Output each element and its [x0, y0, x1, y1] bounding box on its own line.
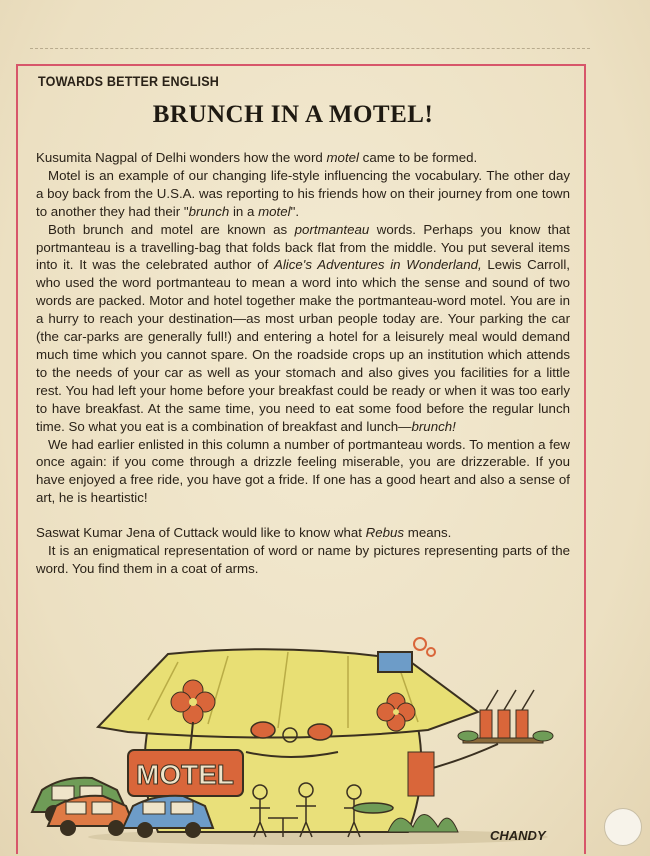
article-paragraph	[36, 167, 570, 221]
italic-run: motel	[258, 203, 291, 219]
smoke-curl	[414, 638, 426, 650]
artist-signature: CHANDY	[490, 828, 546, 843]
glass-1	[480, 710, 492, 738]
text-run: words. Perhaps you know that portmanteau is a travelling-bag that folds back flat from the middle. You put several items into it. It was the celebrated author of	[36, 221, 570, 273]
text-run: means.	[404, 525, 452, 541]
text-run: ".	[290, 203, 300, 219]
motel-illustration	[28, 632, 568, 847]
face-eye-left	[251, 722, 275, 738]
article-paragraph	[36, 221, 570, 436]
article-paragraph	[36, 436, 570, 508]
text-run: Kusumita Nagpal of Delhi wonders how the word	[36, 150, 327, 165]
article-headline: BRUNCH IN A MOTEL!	[152, 101, 434, 128]
text-run: Motel is an example of our changing life-style influencing the vocabulary. The other day a boy back from the U.S.A. was reporting to his friends how on their journey from one town to another they had their "	[36, 167, 570, 219]
glass-3	[516, 710, 528, 738]
italic-run: motel	[326, 150, 359, 165]
article-paragraph	[36, 542, 570, 578]
watermark-badge	[604, 808, 642, 846]
article-body	[36, 149, 570, 578]
chimney	[378, 652, 412, 672]
italic-run: Rebus	[365, 525, 405, 541]
italic-run: portmanteau	[294, 221, 370, 237]
text-run: Saswat Kumar Jena of Cuttack would like to know what	[36, 525, 366, 541]
italic-run: brunch	[188, 203, 230, 219]
cup-right	[533, 731, 553, 741]
text-run: Both brunch and motel are known as	[48, 221, 295, 237]
glass-2	[498, 710, 510, 738]
motel-sign-text: MOTEL	[136, 759, 234, 790]
italic-run: Alice's Adventures in Wonderland,	[273, 257, 482, 273]
motel-sign	[128, 750, 243, 796]
section-label: TOWARDS BETTER ENGLISH	[38, 74, 220, 89]
text-run: It is an enigmatical representation of word or name by pictures representing parts of the word. You find them in a coat of arms.	[36, 543, 570, 576]
top-divider	[30, 48, 590, 49]
text-run: Lewis Carroll, who used the word portmanteau to mean a word into which the sense and sound of two words are packed. Motor and hotel together make the portmanteau-word motel. You are in a hurry to reach your destination—as most urban people today are. Your parking the car (the car-parks are generally full!) and entering a hotel for a leisurely meal would demand much time which you cannot spare. On the roadside crops up an institution which attends to the needs of your car as well as your stomach and also gives you facilities for a little rest. You had left your home before your breakfast could be ready or when it was too early to have breakfast. At the same time, you need to eat some food before the regular lunch time. So what you eat is a combination of breakfast and lunch—	[36, 257, 570, 434]
article-paragraph	[36, 149, 570, 167]
towel	[408, 752, 434, 796]
text-run: in a	[229, 203, 259, 219]
article-paragraph	[36, 524, 570, 542]
face-eye-right	[308, 724, 332, 740]
motel-roof	[98, 649, 478, 737]
text-run: We had earlier enlisted in this column a number of portmanteau words. To mention a few once again: if you come through a drizzle feeling miserable, you are drizzerable. If you have enjoyed a free ride, you have got a fride. If one has a good heart and also a sense of art, he is heartistic!	[36, 436, 570, 506]
italic-run: brunch!	[411, 418, 456, 434]
text-run: came to be formed.	[358, 150, 478, 165]
cup-left	[458, 731, 478, 741]
